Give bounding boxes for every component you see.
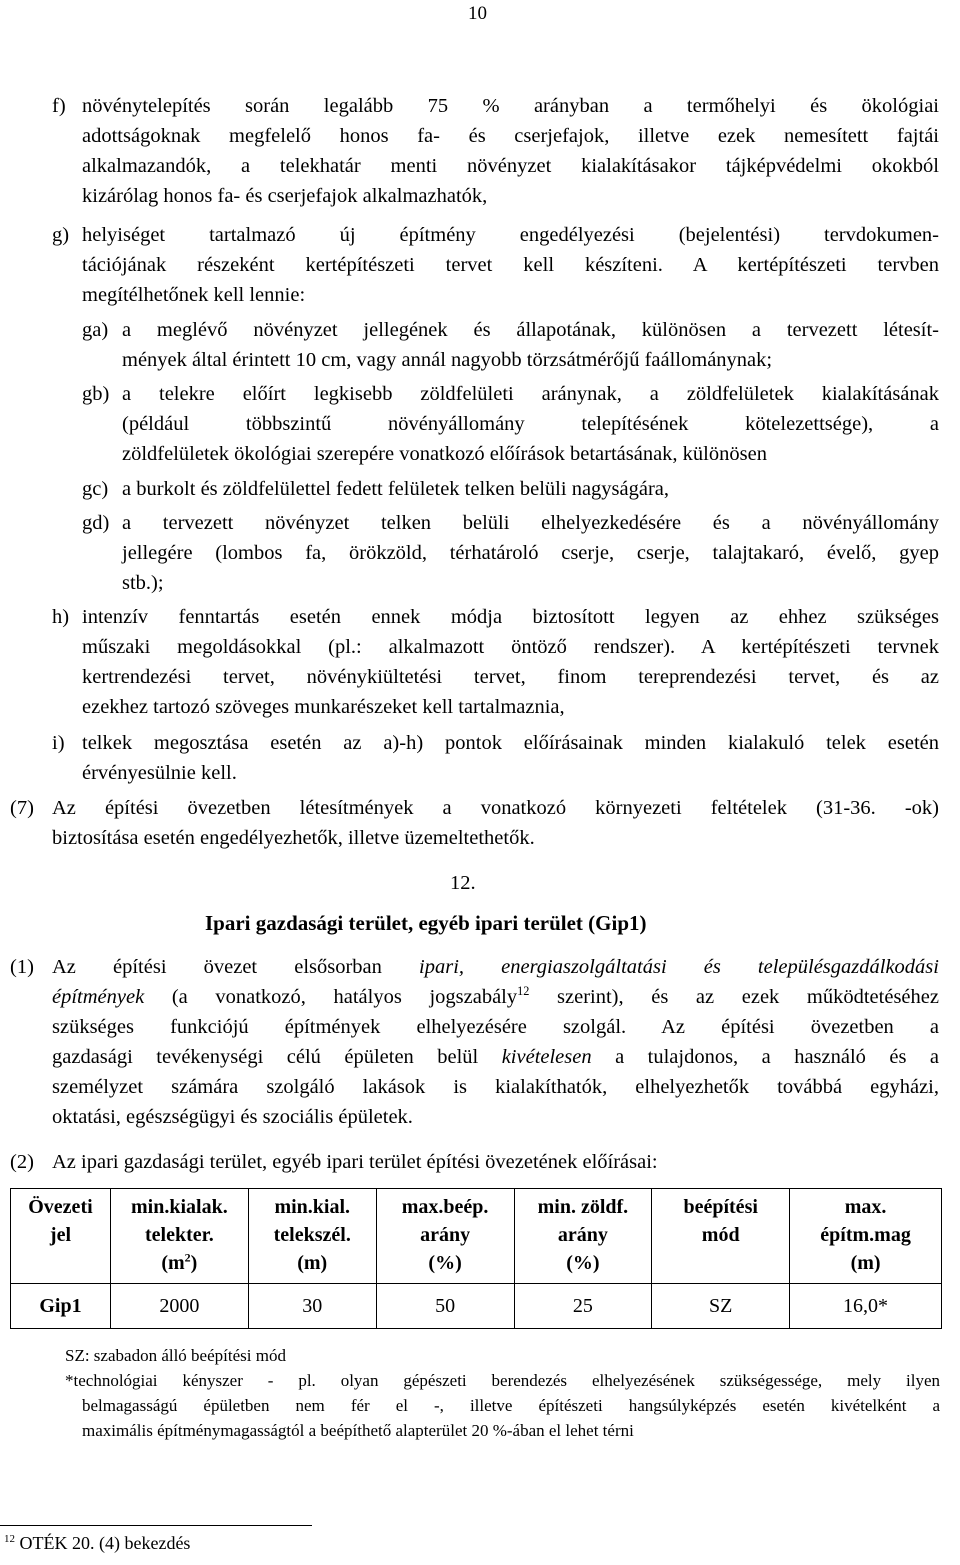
table-cell-min-green: 25: [514, 1284, 652, 1329]
list-label-f: f): [52, 95, 66, 117]
sub-gd-line-1: a tervezett növényzet telken belüli elhelyezkedésére és a növényállomány: [122, 512, 939, 534]
footnote-number: 12: [4, 1533, 15, 1545]
para-7-label: (7): [10, 797, 34, 819]
sub-label-gc: gc): [82, 478, 109, 500]
header-cell-min-width: min.kial. telekszél. (m): [248, 1189, 376, 1284]
para-7-line-2: biztosítása esetén engedélyezhetők, illetve üzemeltethetők.: [52, 827, 535, 849]
para-1-line-5: személyzet számára szolgáló lakások is kialakíthatók, elhelyezhetők továbbá egyházi,: [52, 1076, 939, 1098]
para-1-line-1: [52, 957, 939, 978]
list-f-line-1: növénytelepítés során legalább 75 % arányban a termőhelyi és ökológiai: [82, 95, 939, 117]
header-cell-max-height: max. építm.mag (m): [790, 1189, 942, 1284]
sub-gb-line-3: zöldfelületek ökológiai szerepére vonatkozó előírások betartásának, különösen: [122, 443, 767, 465]
table-header-row: [11, 1189, 942, 1284]
list-f-line-4: kizárólag honos fa- és cserjefajok alkalmazhatók,: [82, 185, 488, 207]
section-title: Ipari gazdasági terület, egyéb ipari terület (Gip1): [205, 911, 647, 935]
list-i-line-1: telkek megosztása esetén az a)-h) pontok előírásainak minden kialakuló telek esetén: [82, 732, 939, 754]
list-i-line-2: érvényesülnie kell.: [82, 762, 237, 784]
list-h-line-3: kertrendezési tervet, növénykiültetési tervet, finom tereprendezési tervet, és az: [82, 666, 939, 688]
note-tech-line-2: belmagasságú épületben nem fér el -, illetve építészeti hangsúlyképzés esetén kivételként a: [82, 1396, 940, 1415]
list-g-line-3: megítélhetőnek kell lennie:: [82, 284, 306, 306]
table-cell-building-mode: SZ: [652, 1284, 790, 1329]
sub-gc-line-1: a burkolt és zöldfelülettel fedett felületek telken belüli nagyságára,: [122, 478, 670, 500]
sub-ga-line-2: mények által érintett 10 cm, vagy annál nagyobb törzsátmérőjű faállománynak;: [122, 349, 773, 371]
table-cell-max-height: 16,0*: [790, 1284, 942, 1329]
list-g-line-1: helyiséget tartalmazó új építmény engedélyezési (bejelentési) tervdokumen-: [82, 224, 939, 246]
list-g-line-2: tációjának részeként kertépítészeti tervet kell készíteni. A kertépítészeti tervben: [82, 254, 939, 276]
table-cell-min-width: 30: [248, 1284, 376, 1329]
footnote-separator: [0, 1525, 312, 1526]
para-7-line-1: Az építési övezetben létesítmények a vonatkozó környezeti feltételek (31-36. -ok): [52, 797, 939, 819]
header-cell-building-mode: beépítési mód: [652, 1189, 790, 1284]
para-1-label: (1): [10, 956, 34, 978]
para-1-line-2-c: szerint), és az ezek működtetéséhez: [529, 986, 939, 1008]
para-1-line-2-b: (a vonatkozó, hatályos jogszabály: [144, 986, 518, 1008]
footnote: [4, 1534, 190, 1552]
para-1-line-4: [52, 1047, 939, 1068]
table-row: [11, 1284, 942, 1329]
note-tech-line-1: *technológiai kényszer - pl. olyan gépészeti berendezés elhelyezésének szükségessége, mely ilyen: [65, 1371, 940, 1390]
para-1-line-4-b: kivételesen: [501, 1046, 592, 1068]
section-number: 12.: [450, 872, 476, 894]
para-2-text: Az ipari gazdasági terület, egyéb ipari terület építési övezetének előírásai:: [52, 1151, 658, 1173]
para-1-line-3: szükséges funkciójú építmények elhelyezésére szolgál. Az építési övezetben a: [52, 1016, 939, 1038]
list-label-i: i): [52, 732, 65, 754]
table-cell-min-area: 2000: [110, 1284, 248, 1329]
list-h-line-2: műszaki megoldásokkal (pl.: alkalmazott öntöző rendszer). A kertépítészeti tervnek: [82, 636, 939, 658]
sub-label-ga: ga): [82, 319, 109, 341]
list-f-line-2: adottságoknak megfelelő honos fa- és cserjefajok, illetve ezek nemesített fajtái: [82, 125, 939, 147]
sub-gb-line-2: (például többszintű növényállomány telepítésének kötelezettsége), a: [122, 413, 939, 435]
sub-label-gb: gb): [82, 383, 110, 405]
list-h-line-1: intenzív fenntartás esetén ennek módja biztosított legyen az ehhez szükséges: [82, 606, 939, 628]
para-1-line-1-b: ipari, energiaszolgáltatási és településgazdálkodási: [419, 956, 939, 978]
para-1-line-4-a: gazdasági tevékenységi célú épületen belül: [52, 1046, 502, 1068]
sub-gb-line-1: a telekre előírt legkisebb zöldfelületi aránynak, a zöldfelületek kialakításának: [122, 383, 939, 405]
header-cell-zone: Övezeti jel: [11, 1189, 111, 1284]
header-cell-min-green: min. zöldf. arány (%): [514, 1189, 652, 1284]
para-1-line-4-c: a tulajdonos, a használó és a: [591, 1046, 940, 1068]
table-cell-zone: Gip1: [11, 1284, 111, 1329]
para-1-line-2-a: építmények: [52, 986, 145, 1008]
list-label-g: g): [52, 224, 70, 246]
para-2-label: (2): [10, 1151, 34, 1173]
note-sz: SZ: szabadon álló beépítési mód: [65, 1346, 286, 1365]
page-number: 10: [468, 3, 487, 24]
sub-label-gd: gd): [82, 512, 110, 534]
list-label-h: h): [52, 606, 70, 628]
table-cell-max-coverage: 50: [376, 1284, 514, 1329]
header-cell-max-coverage: max.beép. arány (%): [376, 1189, 514, 1284]
para-1-line-2: [52, 984, 939, 1008]
zoning-table: [10, 1188, 942, 1329]
header-cell-min-area: min.kialak. telekter. $(m^2)$: [110, 1189, 248, 1284]
para-1-line-1-a: Az építési övezet elsősorban: [52, 956, 420, 978]
sub-gd-line-2: jellegére (lombos fa, örökzöld, térhatároló cserje, cserje, talajtakaró, évelő, gyep: [122, 542, 939, 564]
note-tech-line-3: maximális építménymagasságtól a beépíthető alapterület 20 %-ában el lehet térni: [82, 1421, 634, 1440]
footnote-text: OTÉK 20. (4) bekezdés: [19, 1533, 191, 1553]
list-h-line-4: ezekhez tartozó szöveges munkarészeket kell tartalmaznia,: [82, 696, 565, 718]
para-1-line-6: oktatási, egészségügyi és szociális épületek.: [52, 1106, 413, 1128]
sub-ga-line-1: a meglévő növényzet jellegének és állapotának, különösen a tervezett létesít-: [122, 319, 939, 341]
sub-gd-line-3: stb.);: [122, 572, 164, 594]
list-f-line-3: alkalmazandók, a telekhatár menti növényzet kialakításakor tájképvédelmi okokból: [82, 155, 939, 177]
footnote-ref-12: 12: [517, 984, 530, 999]
